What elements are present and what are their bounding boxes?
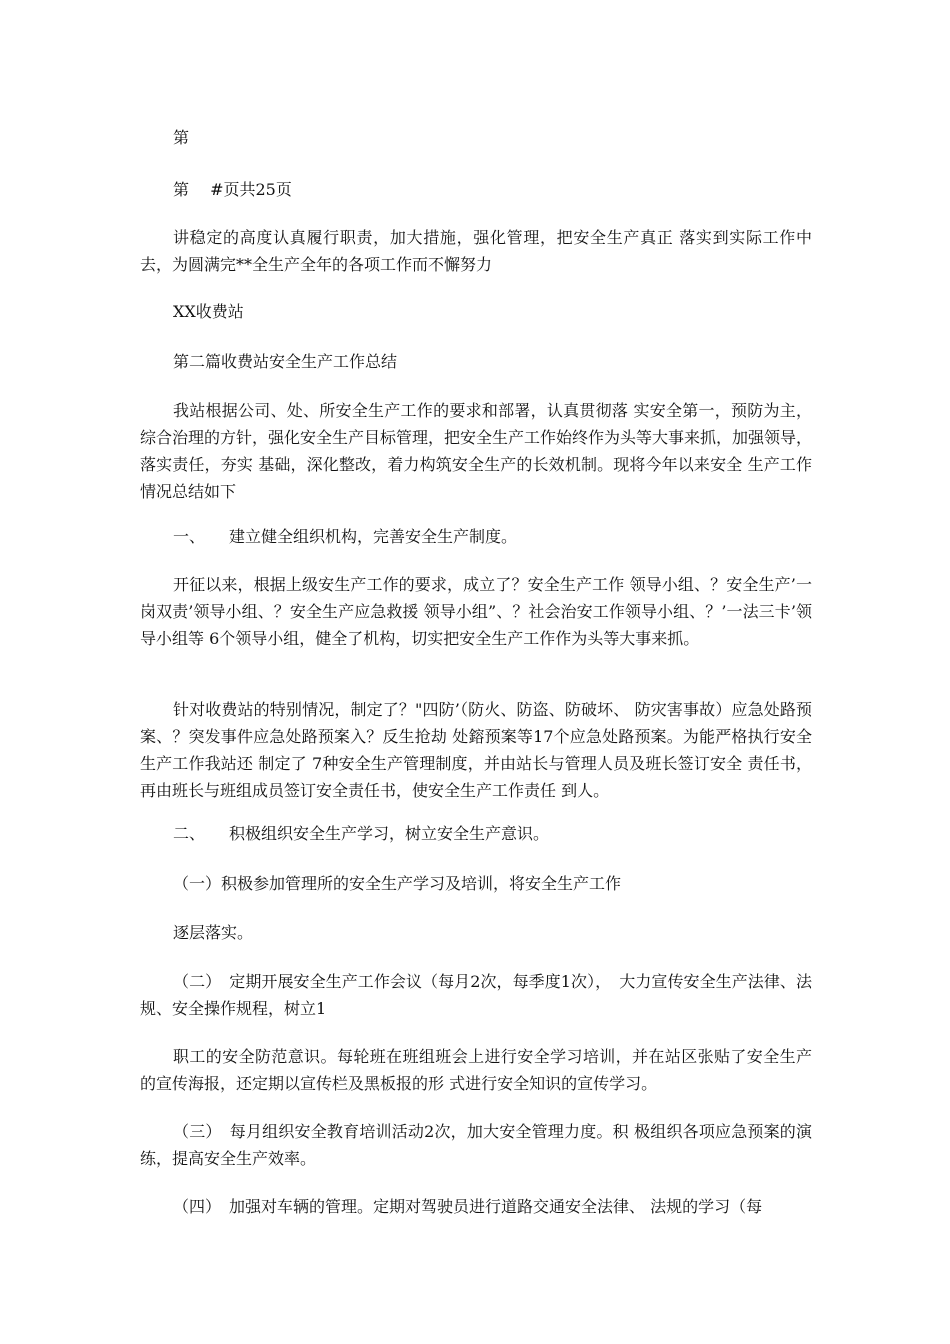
paragraph: 逐层落实。 — [173, 923, 254, 942]
section-heading: 一、 建立健全组织机构，完善安全生产制度。 — [173, 527, 518, 546]
section-heading: 二、 积极组织安全生产学习，树立安全生产意识。 — [173, 824, 550, 843]
page-marker: 第 — [173, 128, 190, 147]
paragraph: （四） 加强对车辆的管理。定期对驾驶员进行道路交通安全法律、 法规的学习（每 — [173, 1197, 763, 1216]
paragraph: （二） 定期开展安全生产工作会议（每月2次，每季度1次）， 大力宣传安全生产法律、法规、安全操作规程，树立1 — [140, 972, 812, 1018]
paragraph: 开征以来，根据上级安生产工作的要求，成立了？安全生产工作 领导小组、？安全生产’一岗双责’领导小组、？安全生产应急救援 领导小组”、？社会治安工作领导小组、？’一法三卡’领导小组等 6个领导小组，健全了机构，切实把安全生产工作作为头等大事来抓。 — [140, 575, 812, 648]
section-title: 第二篇收费站安全生产工作总结 — [173, 352, 398, 371]
station-name: XX收费站 — [173, 302, 244, 321]
paragraph: （三） 每月组织安全教育培训活动2次，加大安全管理力度。积 极组织各项应急预案的演练，提高安全生产效率。 — [140, 1122, 812, 1168]
paragraph: 针对收费站的特别情况，制定了？"四防’（防火、防盗、防破坏、 防灾害事故）应急处路预案、？突发事件应急处路预案入？反生抢劫 处鎔预案等17个应急处路预案。为能严格执行安全生产工作我站还 制定了 7种安全生产管理制度，并由站长与管理人员及班长签订安全 责任书，再由班长与班组成员签订安全责任书，使安全生产工作责任 到人。 — [140, 700, 812, 800]
paragraph: 我站根据公司、处、所安全生产工作的要求和部署，认真贯彻落 实安全第一，预防为主，综合治理的方针，强化安全生产目标管理，把安全生产工作始终作为头等大事来抓，加强领导，落实责任，夯实 基础，深化整改，着力构筑安全生产的长效机制。现将今年以来安全 生产工作情况总结如下 — [140, 401, 813, 501]
paragraph: 讲稳定的高度认真履行职责，加大措施，强化管理，把安全生产真正 落实到实际工作中去，为圆满完**全生产全年的各项工作而不懈努力 — [140, 228, 812, 274]
page-number-footer: 第 #页共25页 — [173, 180, 292, 199]
paragraph: （一）积极参加管理所的安全生产学习及培训，将安全生产工作 — [173, 874, 622, 893]
paragraph: 职工的安全防范意识。每轮班在班组班会上进行安全学习培训，并在站区张贴了安全生产的宣传海报，还定期以宣传栏及黑板报的形 式进行安全知识的宣传学习。 — [140, 1047, 812, 1093]
